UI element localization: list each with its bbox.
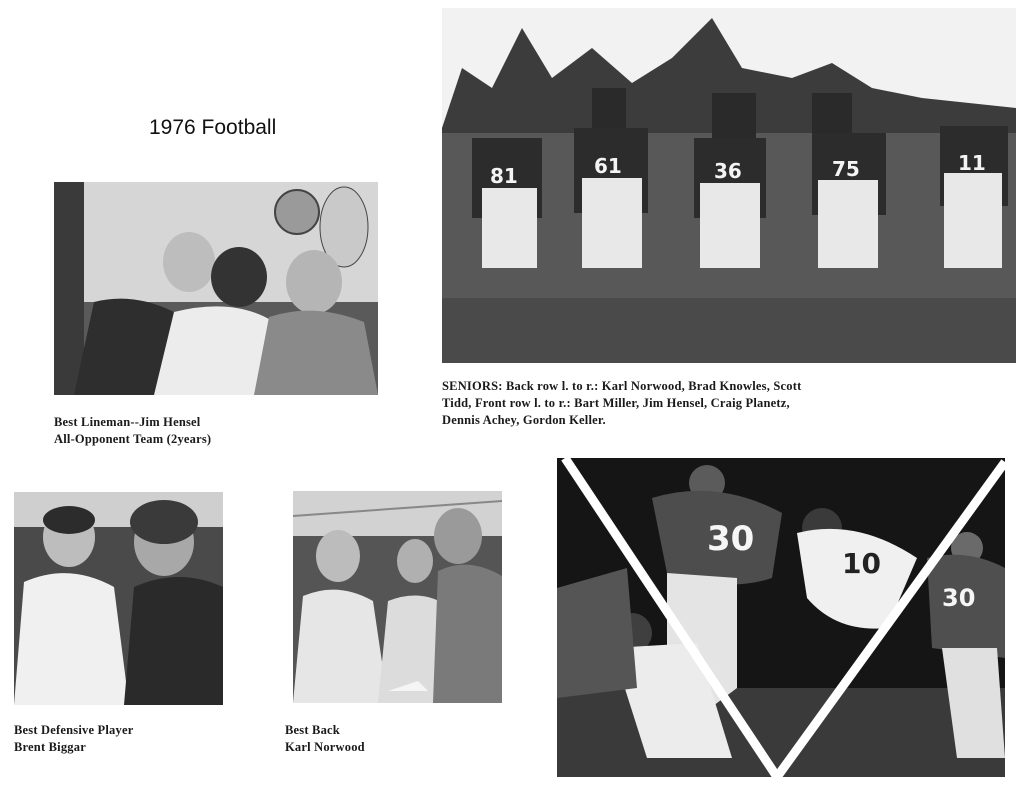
- best-back-caption: Best Back Karl Norwood: [285, 723, 365, 754]
- jersey-number: 75: [832, 157, 860, 181]
- jersey-number: 30: [942, 584, 976, 612]
- defensive-award-photo: [14, 492, 223, 705]
- lineman-award-photo: [54, 182, 378, 395]
- best-defensive-caption: Best Defensive Player Brent Biggar: [14, 723, 134, 754]
- jersey-number: 36: [714, 159, 742, 183]
- jersey-number: 11: [958, 151, 986, 175]
- game-action-collage: [557, 458, 1005, 777]
- jersey-number: 10: [842, 547, 881, 580]
- jersey-number: 61: [594, 154, 622, 178]
- page-title: 1976 Football: [149, 116, 277, 139]
- back-award-photo: [293, 491, 502, 703]
- basketball-poster-icon: [275, 190, 319, 234]
- jersey-number: 81: [490, 164, 518, 188]
- jersey-number: 30: [707, 519, 755, 559]
- seniors-team-photo: [442, 8, 1016, 363]
- seniors-caption: SENIORS: Back row l. to r.: Karl Norwood, Brad Knowles, Scott Tidd, Front row l. to r.: Bart Miller, Jim Hensel, Craig Planetz, Dennis Achey, Gordon Keller.: [442, 379, 802, 427]
- best-lineman-caption: Best Lineman--Jim Hensel All-Opponent Team (2years): [54, 415, 212, 446]
